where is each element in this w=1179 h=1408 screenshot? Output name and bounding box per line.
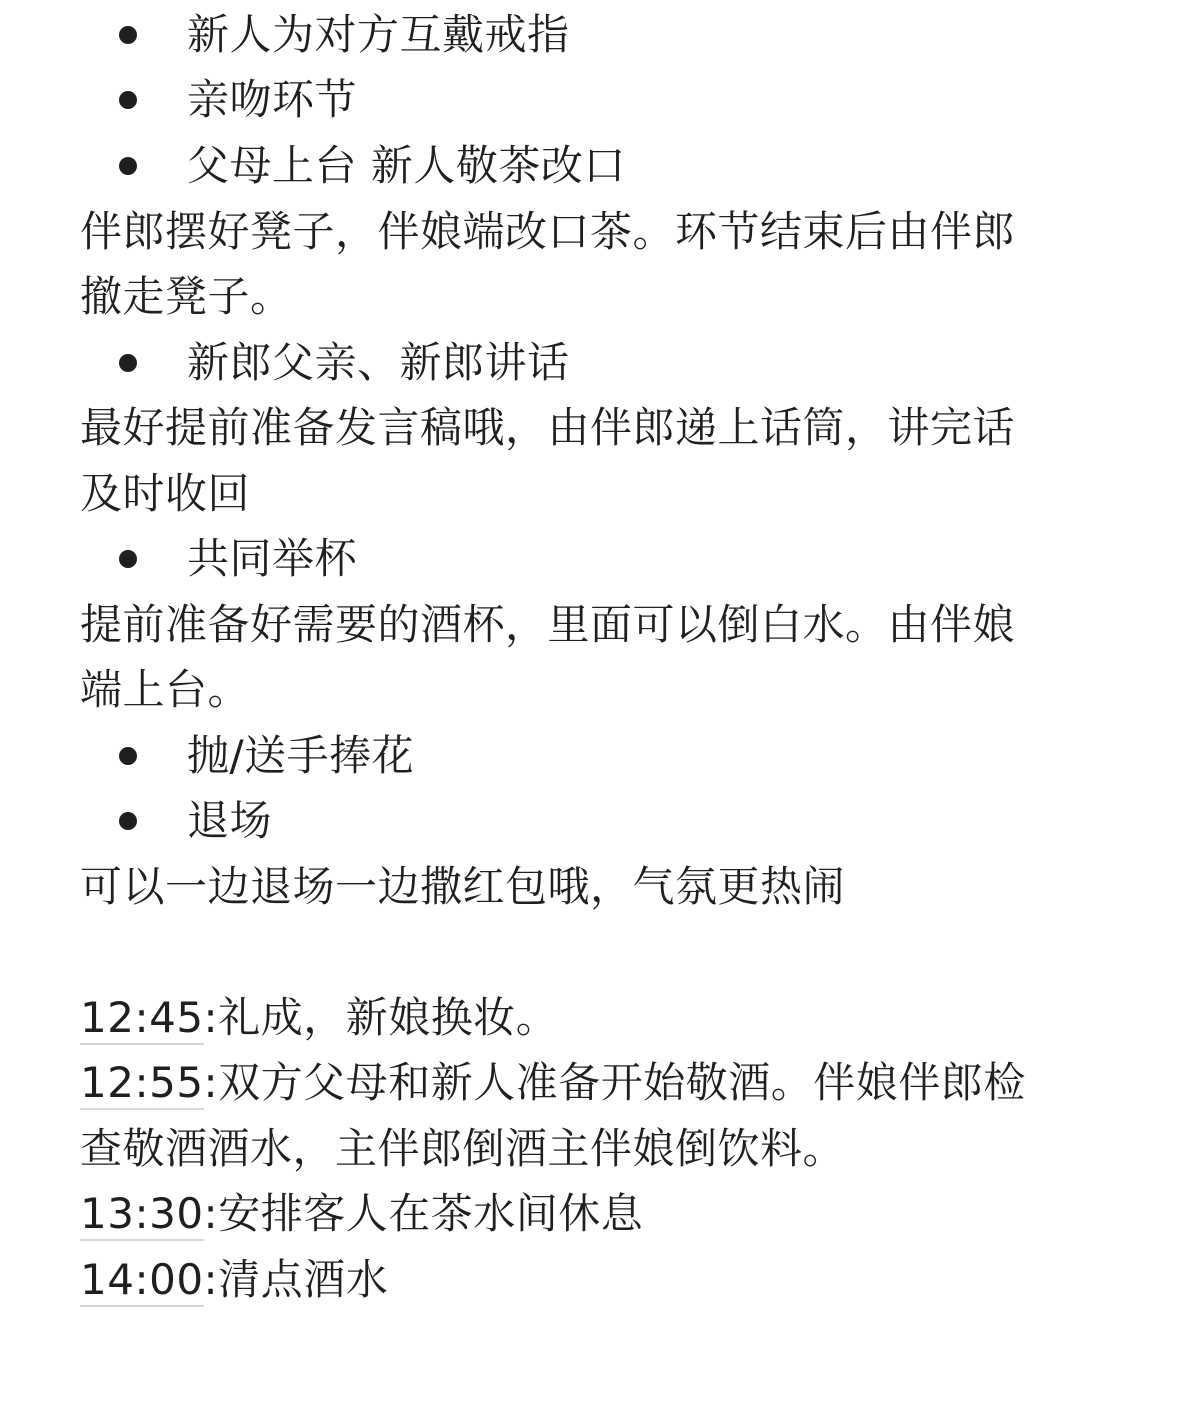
list-item-text: 亲吻环节 <box>187 75 358 124</box>
list-item-text: 共同举杯 <box>187 534 358 583</box>
paragraph-line: 端上台。 <box>80 665 251 714</box>
list-item-text: 新人为对方互戴戒指 <box>187 10 570 59</box>
schedule-entry <box>80 1247 1110 1313</box>
list-item <box>0 2 1030 68</box>
schedule-entry <box>80 985 1110 1051</box>
schedule-time[interactable]: 13:30 <box>80 1189 204 1241</box>
bullet-icon <box>119 91 137 109</box>
list-item <box>0 133 1030 199</box>
bullet-icon <box>119 550 137 568</box>
schedule-text: :双方父母和新人准备开始敬酒。伴娘伴郎检 <box>203 1058 1026 1107</box>
list-item-text: 新郎父亲、新郎讲话 <box>187 338 570 387</box>
schedule-time[interactable]: 12:45 <box>80 993 204 1045</box>
schedule-entry <box>80 1050 1110 1116</box>
list-item <box>0 723 1030 789</box>
bullet-icon <box>119 747 137 765</box>
schedule-text: :清点酒水 <box>203 1255 389 1304</box>
schedule-text: :安排客人在茶水间休息 <box>203 1189 644 1238</box>
list-item <box>0 330 1030 396</box>
paragraph-line: 最好提前准备发言稿哦，由伴郎递上话筒，讲完话 <box>80 403 1016 452</box>
schedule-time[interactable]: 12:55 <box>80 1058 204 1110</box>
list-item-text: 父母上台 新人敬茶改口 <box>187 141 626 190</box>
list-item-text: 抛/送手捧花 <box>187 731 415 780</box>
paragraph-line: 及时收回 <box>80 469 251 518</box>
paragraph-line: 提前准备好需要的酒杯，里面可以倒白水。由伴娘 <box>80 600 1016 649</box>
list-item <box>0 67 1030 133</box>
bullet-icon <box>119 812 137 830</box>
list-item <box>0 788 1030 854</box>
bullet-icon <box>119 26 137 44</box>
paragraph-line: 可以一边退场一边撒红包哦，气氛更热闹 <box>80 862 846 911</box>
schedule-entry <box>80 1181 1110 1247</box>
list-item <box>0 526 1030 592</box>
list-item-text: 退场 <box>187 796 273 845</box>
paragraph-line: 伴郎摆好凳子，伴娘端改口茶。环节结束后由伴郎 <box>80 207 1016 256</box>
bullet-icon <box>119 354 137 372</box>
schedule-time[interactable]: 14:00 <box>80 1255 204 1307</box>
paragraph-line: 撤走凳子。 <box>80 272 293 321</box>
schedule-text: :礼成，新娘换妆。 <box>203 993 559 1042</box>
schedule-text-continued: 查敬酒酒水，主伴郎倒酒主伴娘倒饮料。 <box>80 1124 846 1173</box>
bullet-icon <box>119 157 137 175</box>
